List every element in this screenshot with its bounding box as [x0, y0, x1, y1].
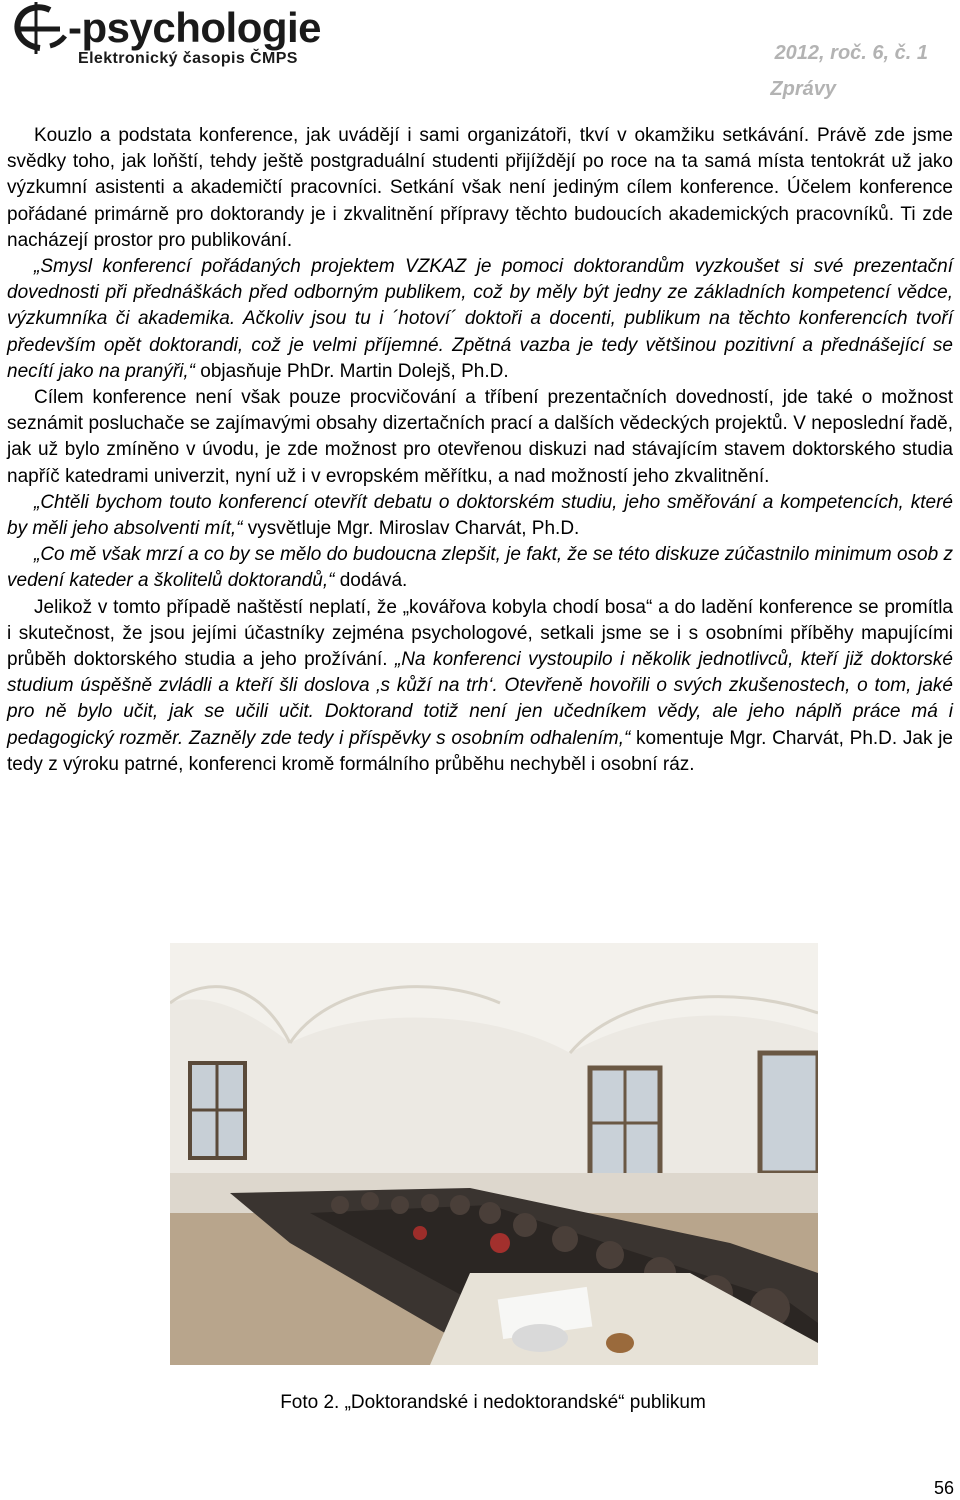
e-psychologie-logo-icon — [10, 2, 72, 54]
attribution-charvat-1: vysvětluje Mgr. Miroslav Charvát, Ph.D. — [242, 518, 580, 540]
attribution-charvat-3: komentuje Mgr. Charvát, Ph.D. Jak je tedy z výroku patrné, konferenci kromě formálního průběhu nechyběl i osobní ráz. — [7, 727, 953, 775]
page-header — [0, 0, 960, 110]
photo-caption: Foto 2. „Doktorandské i nedoktorandské“ publikum — [280, 1392, 706, 1413]
paragraph-6 — [7, 595, 953, 778]
issue-label: 2012, roč. 6, č. 1 — [774, 42, 928, 64]
logo-subtitle: Elektronický časopis ČMPS — [78, 50, 298, 67]
journal-logo — [10, 2, 360, 74]
logo-wordmark: -psychologie — [68, 4, 322, 51]
paragraph-5 — [7, 542, 953, 594]
page-number: 56 — [933, 1478, 954, 1498]
conference-photo — [170, 943, 818, 1365]
attribution-dolejs: objasňuje PhDr. Martin Dolejš, Ph.D. — [194, 360, 509, 382]
paragraph-6-text: Jelikož v tomto případě naštěstí neplatí, že „kovářova kobyla chodí bosa“ a do ladění konference se promítla i skutečnost, že jsou jejími účastníky zejména psychologové, setkali jsme se i s osobními příběhy mapujícími průběh doktorského studia a jeho prožívání. — [7, 596, 953, 671]
paragraph-2 — [7, 254, 953, 385]
quote-dolejs: „Smysl konferencí pořádaných projektem VZKAZ je pomoci doktorandům vyzkoušet si své prezentační dovednosti při přednáškách před odborným publikem, což by měly být jedny ze základních kompetencí vědce, výzkumníka či akademika. Ačkoliv jsou tu i ´hotoví´ doktoři a docenti, publikum na těchto konferencích tvoří především opět doktorandi, což je velmi příjemné. Zpětná vazba je tedy většinou pozitivní a přednášející se necítí jako na pranýři,“ — [7, 256, 953, 382]
paragraph-3: Cílem konference není však pouze procvičování a tříbení prezentačních dovedností, jde také o možnost seznámit posluchače se zajímavými obsahy dizertačních prací a dalších vědeckých projektů. V neposlední řadě, jak už bylo zmíněno v úvodu, je zde možnost pro otevřenou diskuzi nad stávajícím stavem doktorského studia napříč katedrami univerzit, nyní už i v evropském měřítku, a nad možností jeho zkvalitnění. — [7, 387, 953, 487]
quote-charvat-3: „Na konferenci vystoupilo i několik jednotlivců, kteří již doktorské studium úspěšně zvládli a kteří šli doslova ‚s kůží na trh‘. Otevřeně hovořili o svých zkušenostech, o tom, jaké pro ně bylo učit, jak se učili učit. Doktorand totiž není jen učedníkem vědy, ale jeho náplň práce má i pedagogický rozměr. Zazněly zde tedy i příspěvky s osobním odhalením,“ — [7, 649, 953, 749]
quote-charvat-2: „Co mě však mrzí a co by se mělo do budoucna zlepšit, je fakt, že se této diskuze zúčastnilo minimum osob z vedení kateder a školitelů doktorandů,“ — [7, 544, 953, 592]
section-label: Zprávy — [770, 78, 836, 100]
paragraph-1: Kouzlo a podstata konference, jak uvádějí i sami organizátoři, tkví v okamžiku setkávání. Právě zde jsme svědky toho, jak loňští, tehdy ještě postgraduální studenti přijíždějí po roce na ta samá místa tentokrát už jako výzkumní asistenti a akademičtí pracovníci. Setkání však není jediným cílem konference. Účelem konference pořádané primárně pro doktorandy je i zkvalitnění přípravy těchto budoucích akademických pracovníků. Ti zde nacházejí prostor pro publikování. — [7, 125, 953, 251]
quote-charvat-1: „Chtěli bychom touto konferencí otevřít debatu o doktorském studiu, jeho směřování a kompetencích, které by měli jeho absolventi mít,“ — [7, 491, 953, 540]
article-body — [7, 123, 953, 778]
paragraph-4 — [7, 490, 953, 542]
attribution-charvat-2: dodává. — [334, 570, 408, 592]
